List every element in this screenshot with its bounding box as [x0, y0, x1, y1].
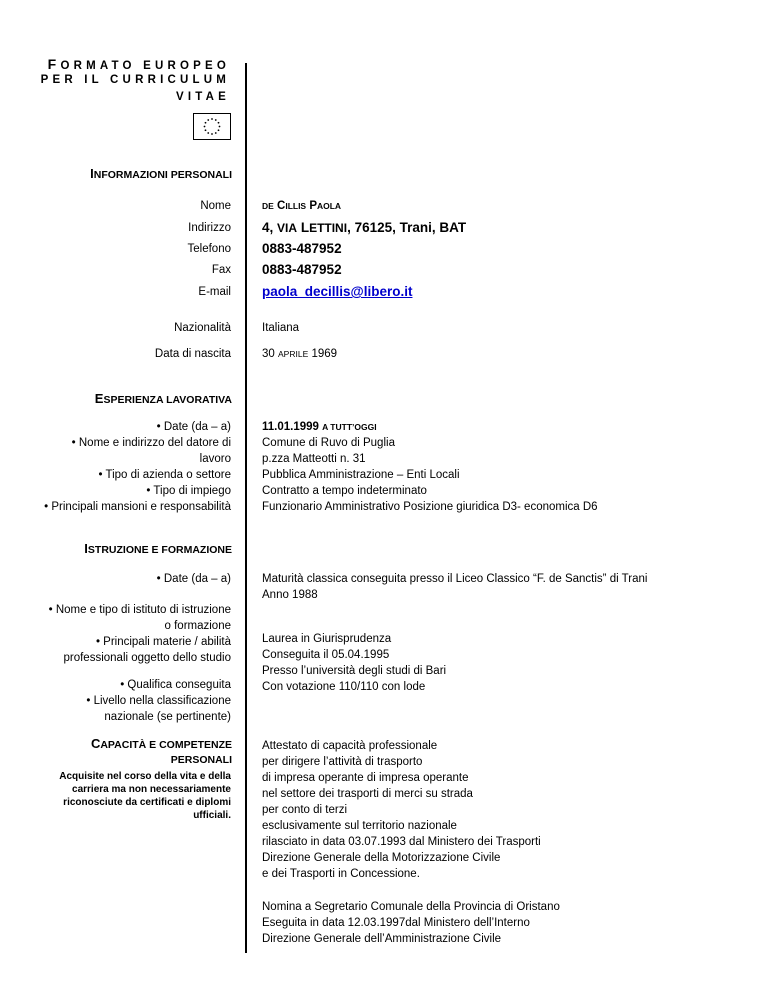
education-labels-b: [86, 677, 231, 725]
education-line: Conseguita il 05.04.1995: [262, 649, 390, 661]
name-value: DE CILLIS PAOLA: [262, 200, 342, 212]
work-labels: [44, 419, 231, 515]
education-line: Maturità classica conseguita presso il Liceo Classico “F. de Sanctis” di Trani: [262, 573, 648, 585]
skills-line: Eseguita in data 12.03.1997dal Ministero dell’Interno: [262, 917, 530, 929]
cv-title-line3: VITAE: [175, 91, 230, 103]
education-heading: ISTRUZIONE E FORMAZIONE: [84, 541, 232, 556]
email-link[interactable]: paola_decillis@libero.it: [262, 284, 413, 299]
phone-value: 0883-487952: [262, 241, 342, 256]
skills-entry-2: [262, 899, 560, 947]
skills-line: per conto di terzi: [262, 804, 348, 816]
address-value: 4, VIA LETTINI, 76125, Trani, BAT: [262, 220, 467, 235]
work-sector-label: • Tipo di azienda o settore: [98, 469, 231, 481]
education-entry-1: [262, 571, 647, 603]
work-line: Contratto a tempo indeterminato: [262, 485, 427, 497]
work-date-label: • Date (da – a): [156, 421, 231, 433]
eu-flag-icon: [193, 113, 231, 140]
education-labels-a: [49, 602, 231, 666]
education-line: Con votazione 110/110 con lode: [262, 681, 426, 693]
work-duties-label: • Principali mansioni e responsabilità: [44, 501, 231, 513]
nationality-label: Nazionalità: [174, 322, 231, 334]
name-label: Nome: [200, 200, 231, 212]
education-subjects-label-cont: professionali oggetto dello studio: [63, 652, 231, 664]
work-line: p.zza Matteotti n. 31: [262, 453, 366, 465]
education-line: Presso l’università degli studi di Bari: [262, 665, 447, 677]
skills-entry-1: [262, 738, 541, 882]
personal-info-heading: INFORMAZIONI PERSONALI: [90, 166, 232, 181]
skills-note: Acquisite nel corso della vita e della carriera ma non necessariamente riconosciute da certificati e diplomi ufficiali.: [59, 771, 231, 821]
fax-value: 0883-487952: [262, 262, 342, 277]
work-experience-heading: ESPERIENZA LAVORATIVA: [94, 391, 232, 406]
birth-date-value: 30 APRILE 1969: [262, 348, 338, 360]
work-employer-label: • Nome e indirizzo del datore di: [71, 437, 231, 449]
phone-label: Telefono: [187, 243, 231, 255]
education-subjects-label: • Principali materie / abilità: [95, 636, 231, 648]
skills-line: Attestato di capacità professionale: [262, 740, 438, 752]
work-employer-label-cont: lavoro: [199, 453, 231, 465]
work-line: Funzionario Amministrativo Posizione giuridica D3- economica D6: [262, 501, 598, 513]
skills-line: esclusivamente sul territorio nazionale: [262, 820, 457, 832]
education-institute-label-cont: o formazione: [164, 620, 231, 632]
cv-title-line2: PER IL CURRICULUM: [40, 74, 230, 86]
fax-label: Fax: [211, 264, 231, 276]
nationality-value: Italiana: [262, 322, 300, 334]
skills-line: per dirigere l’attività di trasporto: [262, 756, 423, 768]
skills-line: di impresa operante di impresa operante: [262, 772, 469, 784]
education-line: Laurea in Giurisprudenza: [262, 633, 392, 645]
work-values: [262, 419, 598, 515]
work-job-type-label: • Tipo di impiego: [146, 485, 231, 497]
education-level-label-cont: nazionale (se pertinente): [104, 711, 231, 723]
skills-line: rilasciato in data 03.07.1993 dal Ministero dei Trasporti: [262, 836, 541, 848]
address-label: Indirizzo: [188, 222, 231, 234]
skills-line: Direzione Generale dell’Amministrazione Civile: [262, 933, 502, 945]
work-date-value: 11.01.1999 A TUTT’OGGI: [262, 421, 377, 433]
skills-line: Nomina a Segretario Comunale della Provincia di Oristano: [262, 901, 560, 913]
work-line: Comune di Ruvo di Puglia: [262, 437, 395, 449]
education-qualification-label: • Qualifica conseguita: [120, 679, 231, 691]
education-date-label: • Date (da – a): [156, 573, 231, 585]
cv-title-line1: FORMATO EUROPEO: [47, 56, 230, 72]
vertical-divider: [245, 63, 247, 953]
education-entry-2: [262, 631, 446, 695]
skills-line: Direzione Generale della Motorizzazione Civile: [262, 852, 501, 864]
skills-heading: CAPACITÀ E COMPETENZE: [90, 736, 232, 751]
skills-heading-line2: PERSONALI: [170, 754, 232, 766]
education-level-label: • Livello nella classificazione: [86, 695, 231, 707]
education-line: Anno 1988: [262, 589, 318, 601]
email-label: E-mail: [198, 286, 231, 298]
education-institute-label: • Nome e tipo di istituto di istruzione: [48, 604, 231, 616]
birth-date-label: Data di nascita: [154, 348, 231, 360]
skills-line: e dei Trasporti in Concessione.: [262, 868, 420, 880]
skills-line: nel settore dei trasporti di merci su strada: [262, 788, 473, 800]
work-line: Pubblica Amministrazione – Enti Locali: [262, 469, 460, 481]
